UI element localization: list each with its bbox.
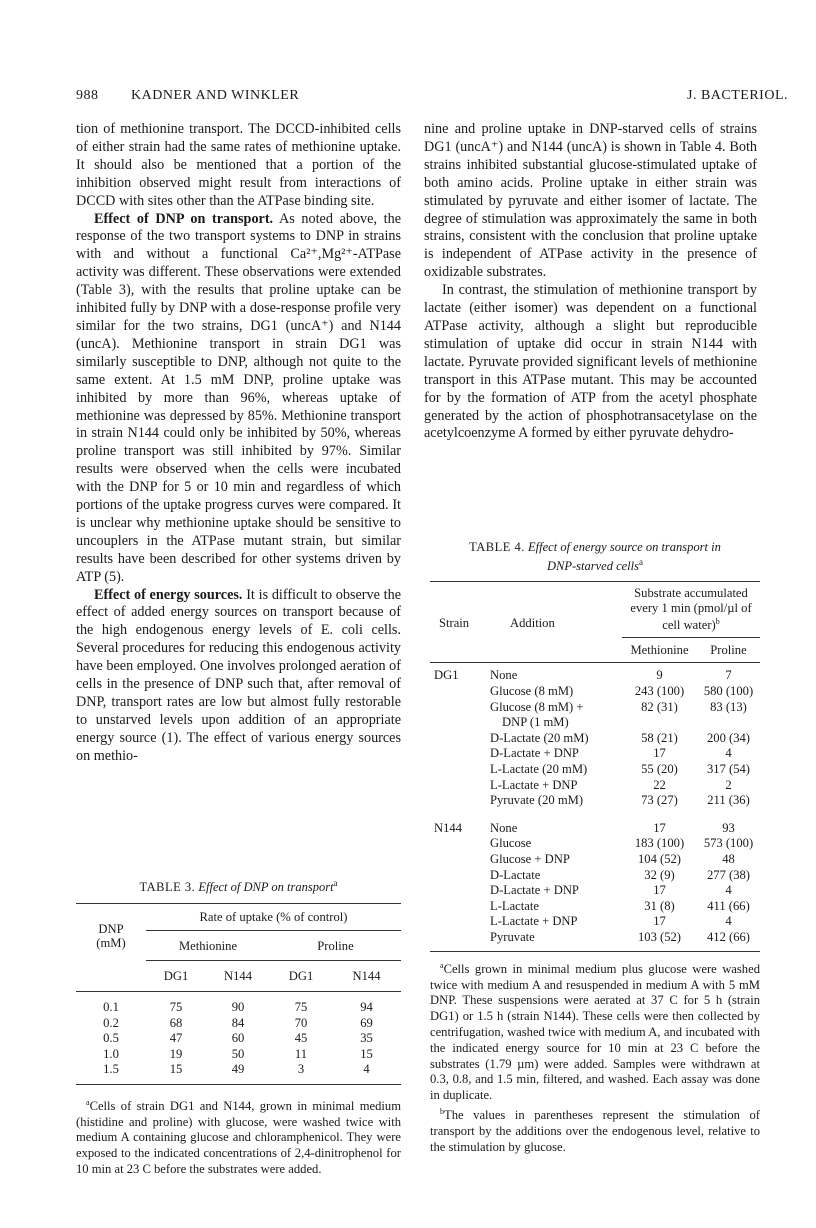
table-4-footnotes [430,958,760,1156]
table-row [430,836,760,852]
table-3-footnote-text: Cells of strain DG1 and N144, grown in minimal medium (histidine and proline) with glucose, were washed twice with medium A containing glucose and chloramphenicol. They were exposed to the indicated concentrations of 2,4-dinitrophenol for 10 min at 23 C before the substrates were added. [76,1098,401,1177]
table-4-addition: L-Lactate (20 mM) [490,762,588,776]
running-head-journal: J. BACTERIOL. [687,88,788,103]
table-4-grid [430,581,760,951]
table-3-cell-dnp: 0.2 [103,1015,119,1030]
paragraph-continued-right: nine and proline uptake in DNP-starved cells of strains DG1 (uncA⁺) and N144 (uncA) is shown in Table 4. Both strains inhibited substantial glucose-stimulated uptake of both amino acids. Proline uptake in either strain was stimulated by pyruvate and either isomer of lactate. The degree of stimulation was approximately the same in both strains, consistent with the conclusion that proline uptake is independent of ATPase activity in the presence of oxidizable substrates. [424,121,757,281]
table-4-cell: 200 (34) [706,730,751,745]
table-4-addition: L-Lactate [490,898,539,913]
section-heading-energy: Effect of energy sources. [94,586,243,603]
table-4-addition: Pyruvate [490,929,535,944]
table-3-cell: 84 [231,1015,245,1030]
table-row [430,914,760,930]
table-row [430,868,760,884]
table-3-caption [76,875,401,895]
table-4 [430,540,760,1155]
table-3-stub-header [76,908,146,961]
paragraph-continued: tion of methionine transport. The DCCD-inhibited cells of either strain had the same rates of methionine uptake. It should also be mentioned that a portion of the inhibition observed might result from interactions of DCCD with sites other than the ATPase binding site. [76,121,401,209]
table-row [430,821,760,837]
paragraph-contrast: In contrast, the stimulation of methionine transport by lactate (either isomer) was dependent on a functional ATPase activity, although a slight but reproducible stimulation of uptake did occur in strain N144 with lactate. Pyruvate provided significant levels of methionine transport in this ATPase mutant. This may be accounted for by the formation of ATP from the acetyl phosphate generated by the action of phosphotransacetylase on the acetylcoenzyme A formed by either pyruvate dehydro- [424,282,757,442]
table-3-title-mark: a [333,878,338,888]
table-3-cell: 35 [360,1031,373,1046]
table-4-cell: 104 (52) [637,851,682,866]
table-3-stub-header-text: DNP (mM) [96,922,126,951]
table-row [430,700,760,731]
table-4-cell: 17 [653,820,666,835]
table-4-footnote-b: The values in parentheses represent the stimulation of transport by the additions over the endogenous level, relative to the stimulation by glucose. [430,1108,760,1154]
page-number: 988 [76,88,99,103]
table-3-col-dg1: DG1 [288,969,314,984]
table-3-cell: 94 [360,1000,373,1015]
left-column [76,121,401,766]
table-3-cell: 4 [363,1062,370,1077]
table-3-cell: 68 [169,1015,183,1030]
table-row [430,684,760,700]
table-3-cell: 69 [360,1015,373,1030]
table-3-cell: 15 [169,1062,183,1077]
table-4-cell: 4 [725,746,732,761]
running-head-authors: KADNER AND WINKLER [131,88,300,103]
table-4-cell: 93 [722,820,735,835]
table-3-cell: 75 [294,1000,308,1015]
table-3-cell: 75 [169,1000,183,1015]
table-3-cell-dnp: 0.5 [103,1031,119,1046]
table-row [430,746,760,762]
table-row [430,930,760,946]
table-4-addition: D-Lactate + DNP [490,746,579,761]
table-3-col-n144: N144 [224,969,252,984]
table-4-col-strain: Strain [439,615,470,630]
table-row [76,1000,401,1016]
table-3-title: Effect of DNP on transport [198,880,334,895]
table-4-caption [430,540,760,574]
table-4-cell: 277 (38) [706,867,751,882]
table-4-cell: 58 (21) [641,730,678,745]
table-4-cell: 48 [722,851,735,866]
table-3-spanner: Rate of uptake (% of control) [146,908,401,931]
table-4-cell: 7 [725,668,732,683]
table-4-addition: L-Lactate + DNP [490,777,578,792]
table-3-footnote [76,1095,401,1178]
table-4-cell: 2 [725,777,732,792]
table-row [76,1031,401,1047]
table-4-cell: 31 (8) [644,898,675,913]
table-4-addition: D-Lactate (20 mM) [490,730,589,745]
table-4-strain: DG1 [434,668,459,683]
table-4-cell: 573 (100) [703,836,754,851]
table-4-addition: L-Lactate + DNP [490,914,578,929]
table-4-addition: None [490,668,518,683]
footnote-mark: a [440,960,444,970]
table-4-cell: 317 (54) [706,762,751,776]
table-4-title-mark: a [639,557,643,567]
table-3-col-dg1: DG1 [163,969,189,984]
table-4-cell: 17 [653,746,666,761]
table-3 [76,875,401,1178]
section-heading-dnp: Effect of DNP on transport. [94,210,274,227]
table-4-addition: Glucose [490,836,532,851]
table-4-addition: Pyruvate (20 mM) [490,793,584,808]
table-3-label: TABLE 3. [139,880,196,895]
table-3-cell-dnp: 1.0 [103,1046,119,1061]
table-3-grid [76,903,401,1085]
table-row [76,1047,401,1063]
table-4-addition [482,700,622,731]
table-4-cell: 4 [725,914,732,929]
table-3-cell: 19 [169,1046,183,1061]
paragraph-dnp-transport [76,211,401,587]
table-4-cell: 22 [653,777,666,792]
table-4-cell: 55 (20) [641,762,678,776]
table-3-cell: 49 [231,1062,245,1077]
table-4-footnote-a: Cells grown in minimal medium plus glucose were washed twice with medium A and resuspended in medium A with 5 mM DNP. These suspensions were aerated at 37 C for 5 h (strain DG1) or 1.5 h (strain N144). These cells were then collected by centrifugation, washed twice with medium A, and incubated with the indicated energy source for 10 min at 23 C before the substrates (1.79 µm) were added. Samples were withdrawn at 0.3, 0.8, and 1.5 min, filtered, and washed. Each assay was done in duplicate. [430,961,760,1103]
table-4-cell: 32 (9) [644,867,675,882]
table-4-col-proline: Proline [710,642,747,657]
table-3-cell: 50 [231,1046,245,1061]
table-4-cell: 183 (100) [634,836,685,851]
table-4-spanner [622,584,760,637]
table-3-cell: 47 [169,1031,183,1046]
table-row [430,762,760,778]
paragraph-energy-sources [76,587,401,766]
table-3-cell-dnp: 0.1 [103,1000,119,1015]
table-4-cell: 211 (36) [707,793,750,808]
table-3-col-n144: N144 [352,969,381,984]
table-3-cell: 45 [294,1031,308,1046]
table-4-label: TABLE 4. [469,540,525,554]
table-4-addition-line1: Glucose (8 mM) + [490,699,584,714]
table-4-addition: Glucose (8 mM) [490,684,574,699]
table-row [430,731,760,747]
table-4-addition: Glucose + DNP [490,851,570,866]
table-4-cell: 73 (27) [641,793,678,808]
table-3-group-methionine: Methionine [146,931,270,961]
section-text-dnp: As noted above, the response of the two transport systems to DNP in strains with and without a functional Ca²⁺,Mg²⁺-ATPase activity was different. These observations were extended (Table 3), with the results that proline uptake can be inhibited fully by DNP with a dose-response profile very similar for the two strains, DG1 (uncA⁺) and N144 (uncA). Methionine transport in strain DG1 was similarly susceptible to DNP, although not quite to the same extent. At 1.5 mM DNP, proline uptake was inhibited by more than 96%, whereas uptake of methionine was depressed by 85%. Methionine transport in strain N144 could only be inhibited by 50%, whereas proline transport was still inhibited by 97%. Similar results were observed when the cells were incubated with the DNP for 5 or 10 min and regardless of which portions of the uptake progress curves were compared. It is unclear why methionine uptake should be sensitive to uncouplers in the ATPase mutant strain, but similar results have been described for other systems driven by ATP (5). [76,210,401,585]
table-row [76,1062,401,1078]
table-4-cell: 4 [725,883,732,898]
table-4-addition-line2: DNP (1 mM) [502,715,569,730]
table-3-cell: 3 [297,1062,305,1077]
table-4-strain: N144 [434,820,462,835]
table-row [430,778,760,794]
table-4-cell: 17 [653,914,666,929]
footnote-mark: a [86,1097,90,1107]
table-4-cell: 580 (100) [703,684,754,699]
table-row [76,1016,401,1032]
table-row [430,899,760,915]
table-3-cell: 90 [231,1000,245,1015]
table-3-cell: 60 [231,1031,245,1046]
table-4-addition: None [490,820,518,835]
table-4-col-methionine: Methionine [630,642,689,657]
table-row [430,883,760,899]
table-3-cell: 70 [294,1015,308,1030]
table-4-title-line2: DNP-starved cells [547,559,639,574]
table-4-cell: 411 (66) [707,898,750,913]
right-column [424,121,757,443]
table-4-addition: D-Lactate + DNP [490,883,579,898]
table-row [430,793,760,809]
table-row [430,852,760,868]
table-3-cell-dnp: 1.5 [103,1062,119,1077]
table-4-addition: D-Lactate [490,867,541,882]
table-3-group-proline: Proline [270,931,401,961]
table-4-spanner-mark: b [715,617,720,627]
table-4-cell: 83 (13) [710,699,747,714]
table-4-spanner-text: Substrate accumulated every 1 min (pmol/µl of cell water) [630,586,752,633]
table-4-cell: 243 (100) [634,684,685,699]
table-4-cell: 9 [656,668,663,683]
table-4-cell: 82 (31) [641,699,678,714]
table-4-cell: 103 (52) [637,929,682,944]
table-4-cell: 412 (66) [706,929,751,944]
table-3-cell: 11 [294,1046,308,1061]
section-text-energy: It is difficult to observe the effect of added energy sources on transport because of the high endogenous energy levels of E. coli cells. Several procedures for reducing this endogenous activity have been employed. One involves prolonged aeration of cells in the presence of DNP such that, after removal of DNP, transport rates are low but almost fully restorable to unstarved levels upon addition of an appropriate energy source (1). The effect of various energy sources on methio- [76,586,401,764]
table-4-title-line1: Effect of energy source on transport in [528,540,721,554]
table-4-cell: 17 [653,883,666,898]
table-3-cell: 15 [360,1046,373,1061]
footnote-mark: b [440,1106,444,1116]
table-row [430,668,760,684]
table-4-col-addition: Addition [510,615,555,630]
